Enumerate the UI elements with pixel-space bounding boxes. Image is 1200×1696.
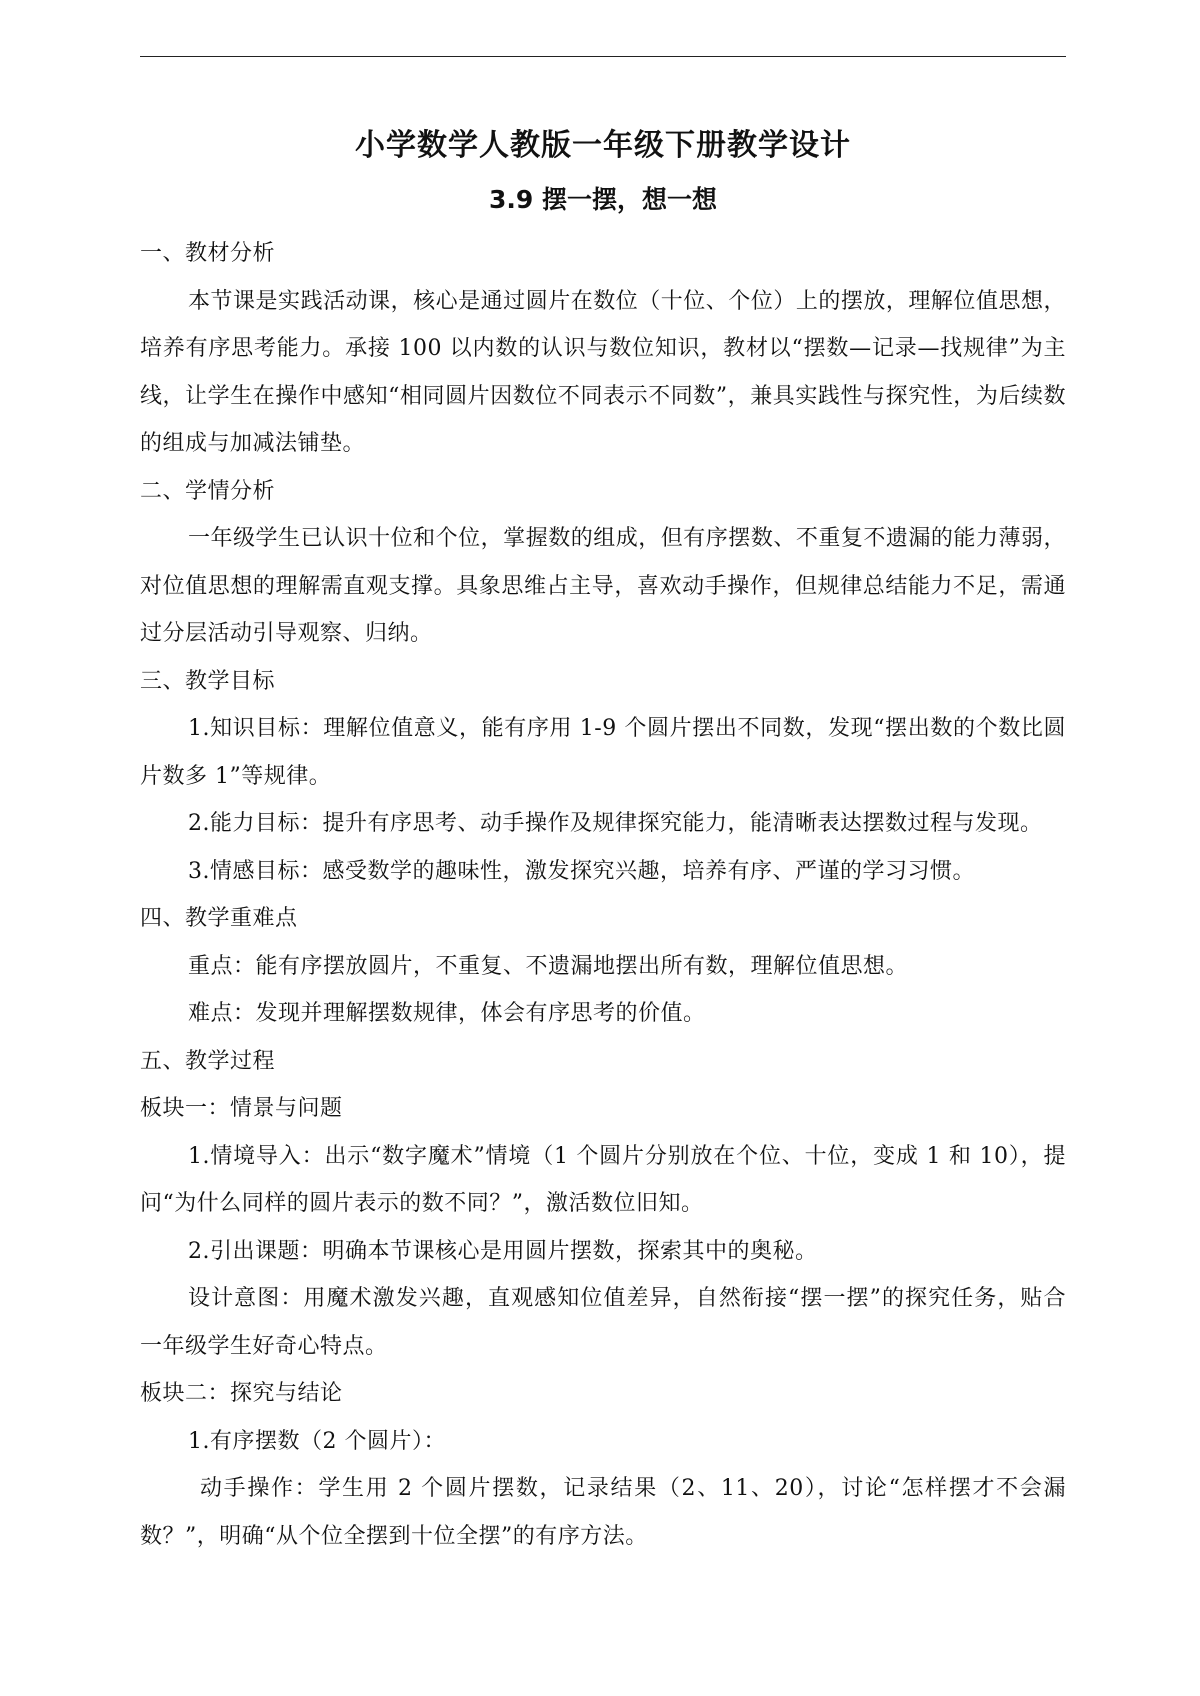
paragraph: 1.知识目标：理解位值意义，能有序用 1-9 个圆片摆出不同数，发现“摆出数的个数比圆片数多 1”等规律。 xyxy=(140,716,1066,789)
paragraph: 一年级学生已认识十位和个位，掌握数的组成，但有序摆数、不重复不遗漏的能力薄弱，对位值思想的理解需直观支撑。具象思维占主导，喜欢动手操作，但规律总结能力不足，需通过分层活动引导观察、归纳。 xyxy=(140,526,1066,646)
subsection-heading: 板块一：情景与问题 xyxy=(140,1096,343,1121)
subsection-heading: 板块二：探究与结论 xyxy=(140,1381,343,1406)
paragraph: 2.引出课题：明确本节课核心是用圆片摆数，探索其中的奥秘。 xyxy=(188,1238,818,1264)
paragraph: 3.情感目标：感受数学的趣味性，激发探究兴趣，培养有序、严谨的学习习惯。 xyxy=(188,858,975,884)
document-title: 小学数学人教版一年级下册教学设计 xyxy=(355,128,851,163)
paragraph: 重点：能有序摆放圆片，不重复、不遗漏地摆出所有数，理解位值思想。 xyxy=(188,953,909,979)
paragraph: 难点：发现并理解摆数规律，体会有序思考的价值。 xyxy=(188,1001,706,1026)
paragraph: 1.有序摆数（2 个圆片）： xyxy=(188,1428,446,1454)
section-heading: 五、教学过程 xyxy=(140,1048,276,1074)
section-heading: 三、教学目标 xyxy=(140,668,276,694)
lesson-title: 3.9 摆一摆，想一想 xyxy=(489,185,717,214)
section-heading: 四、教学重难点 xyxy=(140,906,298,931)
paragraph: 2.能力目标：提升有序思考、动手操作及规律探究能力，能清晰表达摆数过程与发现。 xyxy=(188,811,1043,836)
paragraph: 1.情境导入：出示“数字魔术”情境（1 个圆片分别放在个位、十位，变成 1 和 10），提问“为什么同样的圆片表示的数不同？”，激活数位旧知。 xyxy=(140,1143,1066,1216)
document-body xyxy=(140,118,1066,1560)
header-rule xyxy=(140,56,1066,57)
paragraph: 动手操作：学生用 2 个圆片摆数，记录结果（2、11、20），讨论“怎样摆才不会漏数？”，明确“从个位全摆到十位全摆”的有序方法。 xyxy=(140,1476,1066,1549)
paragraph: 设计意图：用魔术激发兴趣，直观感知位值差异，自然衔接“摆一摆”的探究任务，贴合一年级学生好奇心特点。 xyxy=(140,1286,1066,1359)
section-heading: 二、学情分析 xyxy=(140,478,276,504)
section-heading: 一、教材分析 xyxy=(140,241,276,266)
paragraph: 本节课是实践活动课，核心是通过圆片在数位（十位、个位）上的摆放，理解位值思想，培养有序思考能力。承接 100 以内数的认识与数位知识，教材以“摆数—记录—找规律”为主线，让学生在操作中感知“相同圆片因数位不同表示不同数”，兼具实践性与探究性，为后续数的组成与加减法铺垫。 xyxy=(140,288,1066,456)
